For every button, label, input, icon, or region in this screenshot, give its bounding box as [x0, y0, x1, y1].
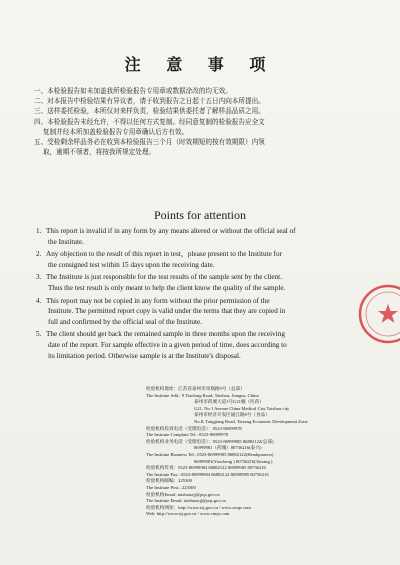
- contact-line: The Institute Post.: 225300: [146, 484, 196, 490]
- chinese-note-line: 一、本检验报告如未加盖我所检验报告专用章或数据涂改的均无效。: [34, 87, 232, 95]
- chinese-notes: [34, 86, 374, 157]
- english-notes: [36, 226, 370, 363]
- note-number: 5.: [36, 330, 42, 339]
- note-number: 2.: [36, 250, 42, 259]
- chinese-note-line: 取，逾期不领者，将按我所规定处理。: [43, 148, 156, 157]
- note-line: The client should get back the remained sample in three months upon the receiving: [46, 330, 285, 339]
- note-line: Institute. The permitted report copy is valid under the terms that they are copied in: [48, 307, 286, 316]
- english-note: [36, 249, 370, 270]
- contact-line: Web: http://www.tzj.gov.cn / www.cmqs.com: [146, 511, 230, 517]
- english-note: [36, 226, 370, 247]
- seal-star: [378, 304, 398, 323]
- contact-line: 泰州市经济开发区通江路8号（食品）: [194, 412, 270, 418]
- contact-line: 检验机构业务电话（受理电话）：0523-86999985 86882122(总部): [146, 438, 274, 444]
- note-line: This report may not be copied in any form without the prior permission of the: [46, 296, 270, 305]
- chinese-note-line: 四、本检验报告未经允许，不得以任何方式复制。经同意复制的检验报告应全文: [34, 117, 265, 126]
- note-number: 3.: [36, 273, 42, 282]
- contact-line: 检验机构地址：江苏省泰州市凤凰路9号（总部）: [146, 386, 245, 391]
- chinese-note-line: 五、受检剩余样品务必在收到本检验报告三个月（时效期短的按有效期限）内领: [34, 138, 265, 147]
- english-title: Points for attention: [154, 208, 246, 222]
- note-line: Thus the test result is only meant to help the client know the quality of the sample.: [48, 283, 286, 292]
- note-number: 1.: [36, 227, 42, 235]
- note-number: 4.: [36, 296, 42, 305]
- contact-line: The Institute Business Tel.: 0523-86999985 86882122(Headquarters): [146, 451, 274, 457]
- note-line: the consigned test within 15 days upon the receiving date.: [48, 260, 215, 269]
- contact-line: G21, No.1 Avenue China Medical City Taizhou city: [194, 405, 290, 411]
- contact-line: 86999981（药城）80736216(泰兴): [194, 445, 262, 451]
- chinese-note-line: 三、送样委托检验，本所仅对来样负责，检验结果供委托者了解样品品质之用。: [34, 107, 265, 116]
- contact-line: 86999981(Yaocheng ) 80736216(Taixing ): [194, 458, 273, 464]
- contact-line: 检验机构网址：http://www.tzj.gov.cn / www.cmqs.com: [146, 504, 251, 510]
- contact-line: The Institute Fax.: 0523-86999984 86882122 86999985 80736216: [146, 471, 269, 477]
- contact-block: [146, 386, 380, 518]
- note-line: The Institute is just responsible for the test results of the sample sent by the client.: [46, 273, 282, 282]
- contact-line: The Institute Email: taizhouzjj@pqs.gov.cn: [146, 498, 226, 504]
- contact-line: No.8, Tongjiang Road, Taizeng Economic Development Zone: [194, 418, 308, 424]
- english-note: [36, 329, 370, 361]
- note-line: date of the report. For sample effective in a given period of time, does according to: [48, 340, 287, 349]
- contact-line: The Institute Complain Tel.: 0523-86999978: [146, 432, 229, 438]
- contact-line: 检验机构传真：0523-86999984 86882122 86999985 80736216: [146, 465, 266, 471]
- note-line: the Institute.: [48, 237, 84, 246]
- contact-line: 检验机构投诉电话（受理电话）：0523-86999978: [146, 425, 242, 431]
- note-line: full and confirmed by the official seal of the Institute.: [48, 317, 202, 326]
- official-seal-stamp: [356, 282, 400, 346]
- note-line: its limitation period. Otherwise sample is at the Institute's disposal.: [48, 351, 241, 360]
- contact-line: 泰州市药城大道1号G21幢（医药）: [194, 399, 264, 405]
- note-line: This report is invalid if in any form by any means altered or without the official seal of: [46, 227, 296, 235]
- english-note: [36, 296, 370, 328]
- contact-line: 检验机构邮编：225300: [146, 478, 192, 484]
- chinese-title: 注 意 事 项: [124, 55, 276, 74]
- english-note: [36, 272, 370, 293]
- contact-line: The Institute Add.: 9 Tiaolong Road, Taizhou, Jiangsu, China: [146, 392, 259, 398]
- note-line: Any objection to the result of this report in test，please present to the Institute for: [46, 250, 282, 259]
- chinese-note-line: 复制并经本所加盖检验报告专用章确认后方有效。: [43, 127, 189, 136]
- contact-line: 检验机构Email: taizhouzjj@pqs.gov.cn: [146, 491, 220, 497]
- chinese-note-line: 二、对本报告中检验结果有异议者，请于收到报告之日起十五日内向本所提出。: [34, 97, 265, 106]
